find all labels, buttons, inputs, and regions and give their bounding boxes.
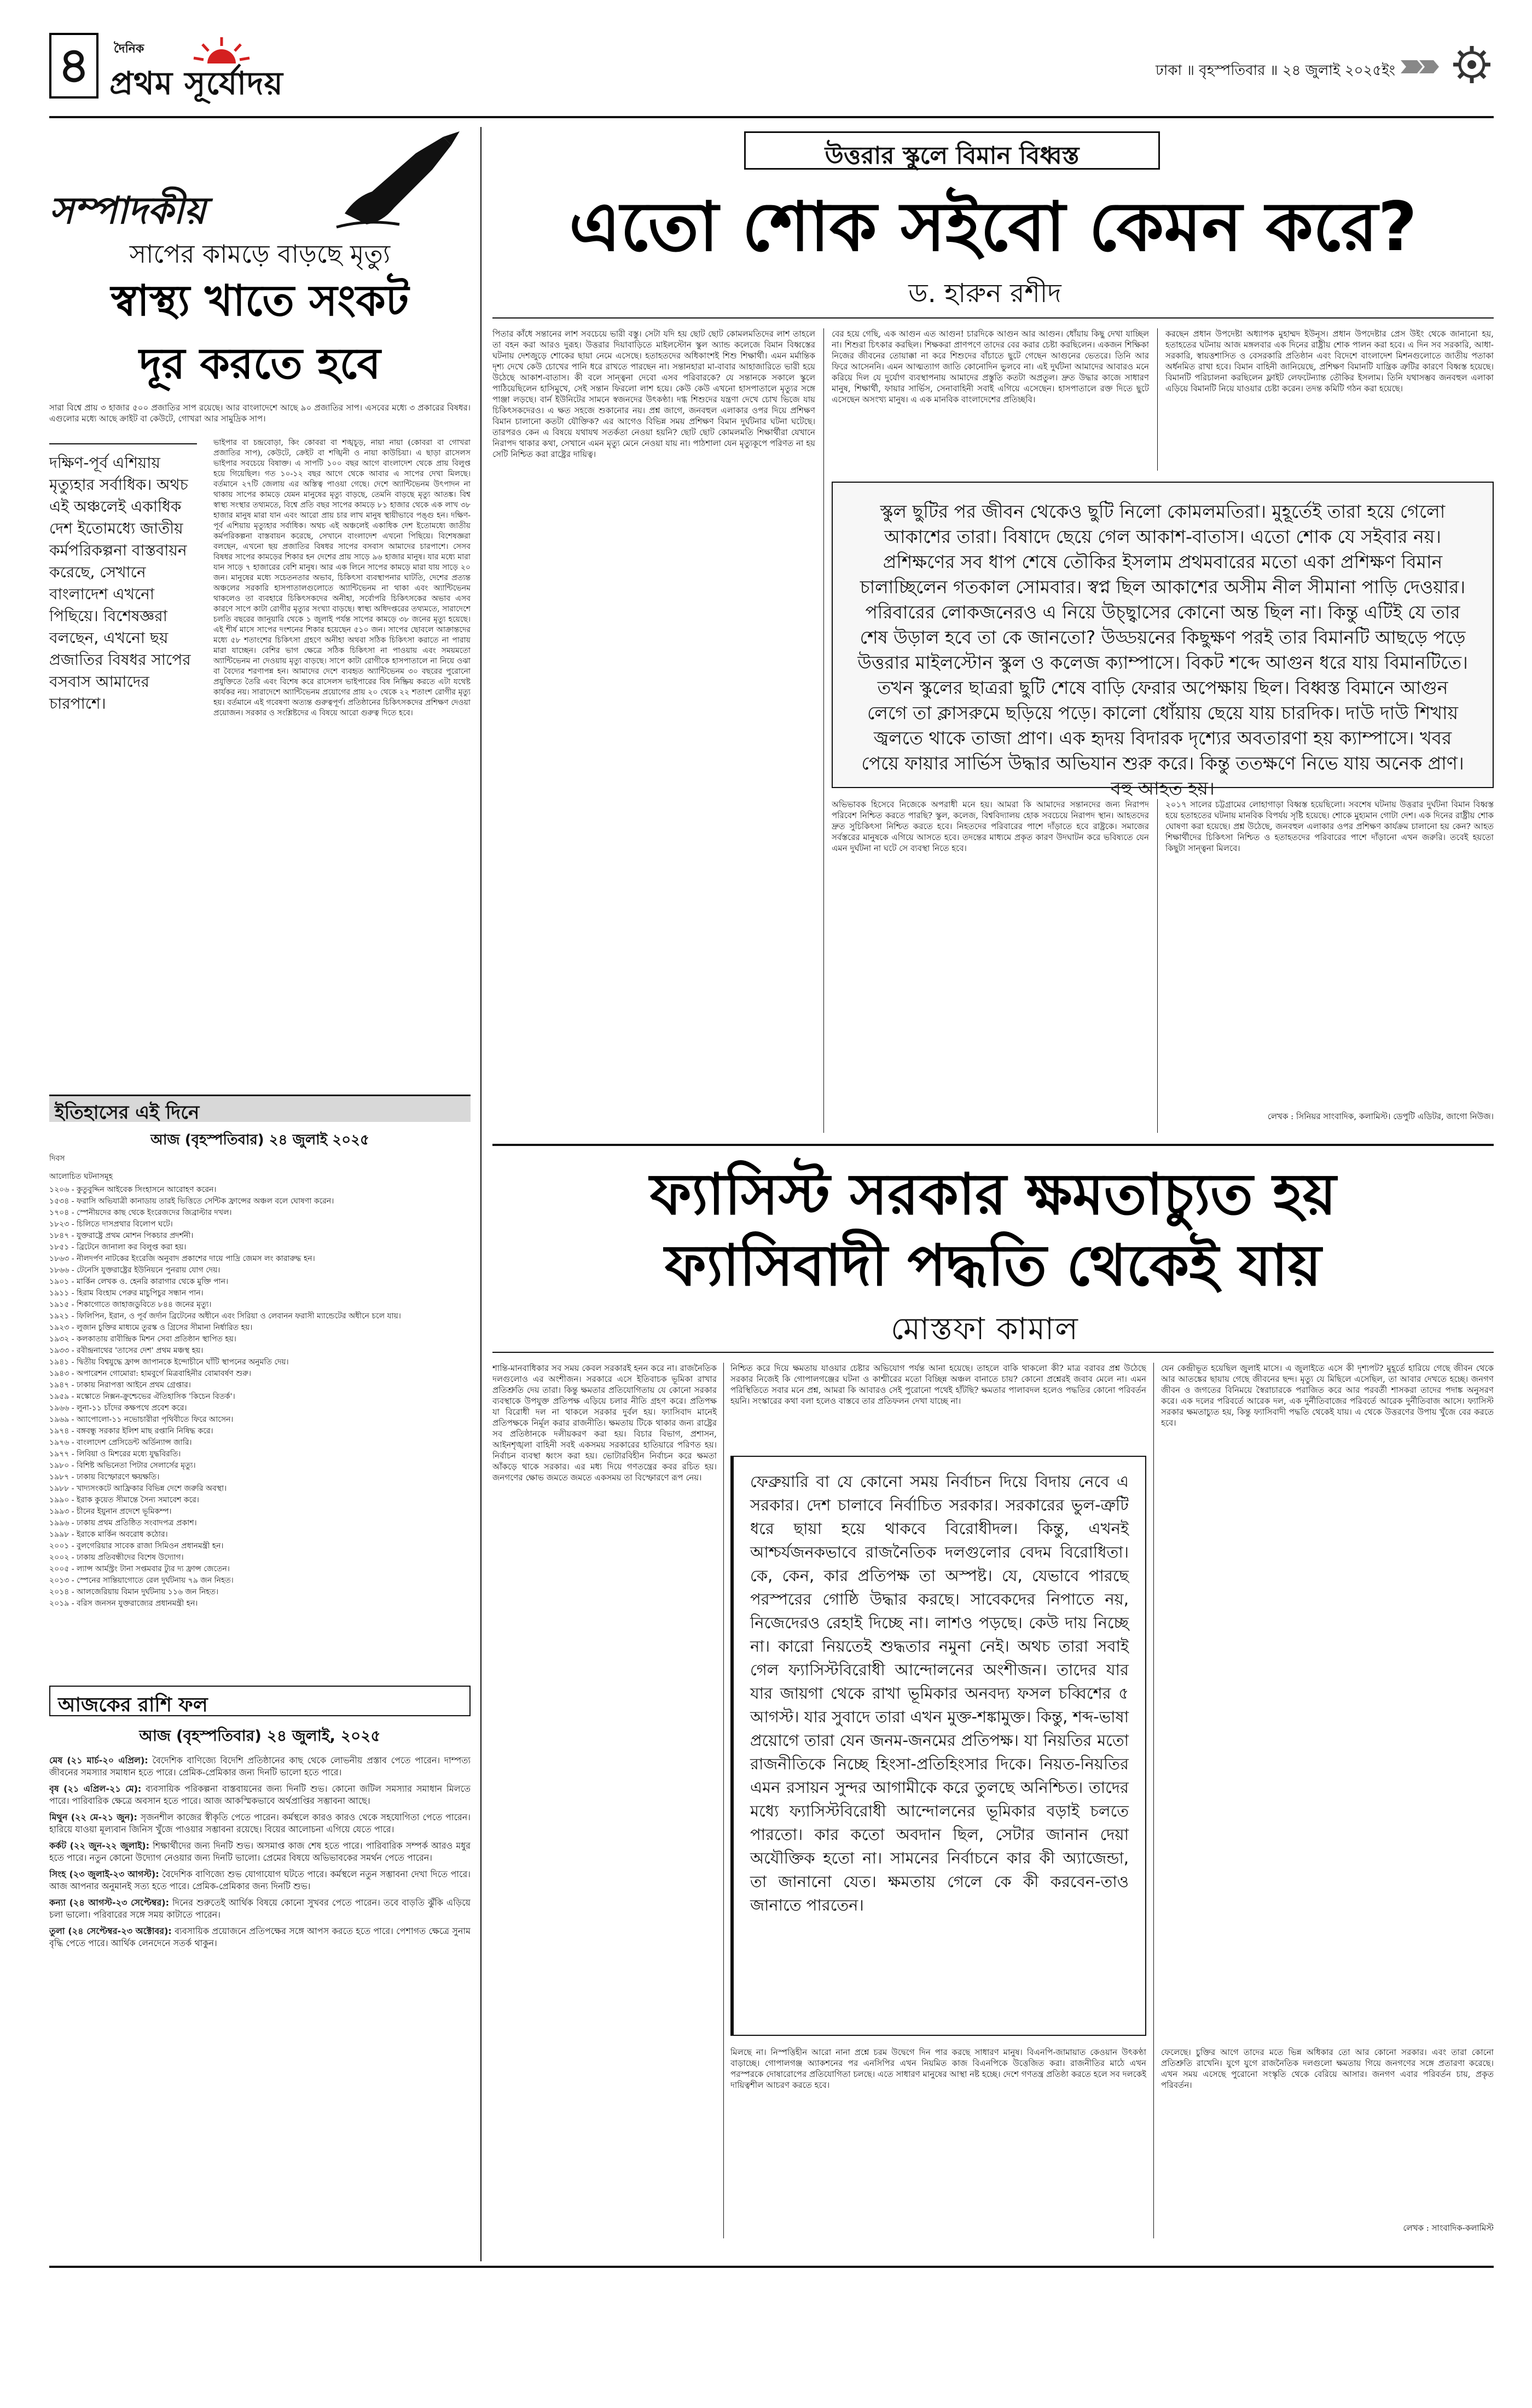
left-column-divider bbox=[480, 127, 481, 2261]
history-event: ১৯৩৩ - রবীন্দ্রনাথের 'তাসের দেশ' প্রথম মঞ্চস্থ হয়। bbox=[49, 1346, 204, 1355]
horoscope-sign: সিংহ (২৩ জুলাই-২৩ আগস্ট): bbox=[49, 1869, 159, 1879]
article1-col1-text: পিতার কাঁধে সন্তানের লাশ সবচেয়ে ভারী বস্তু। সেটা যদি হয় ছোট ছোট কোমলমতিদের লাশ তাহলে তা বহন করা আরও দুরূহ। উত্তরার দিয়াবাড়িতে মাইলস্টোন স্কুল অ্যান্ড কলেজে বিমান বিধ্বস্তের ঘটনায় দেশজুড়ে শোকের ছায়া নেমে এসেছে। হতাহতদের অধিকাংশই শিশু শিক্ষার্থী। এমন মর্মান্তিক দৃশ্য দেখে কেউ চোখের পানি ধরে রাখতে পারছেন না। সন্তানহারা মা-বাবার আহাজারিতে ভারী হয়ে উঠেছে আকাশ-বাতাস। কী বলে সান্ত্বনা দেবো এসব পরিবারকে? যে সন্তানকে সকালে স্কুলে পাঠিয়েছিলেন হাসিমুখে, সেই সন্তান ফিরলো লাশ হয়ে। কেউ কেউ এখনো হাসপাতালে মৃত্যুর সঙ্গে পাঞ্জা লড়ছে। বার্ন ইউনিটের সামনে স্বজনদের উৎকণ্ঠা। দগ্ধ শিশুদের যন্ত্রণা দেখে চোখ ভিজে যায় চিকিৎসকদেরও। এ ক্ষত সহজে শুকানোর নয়। প্রশ্ন জাগে, জনবহুল এলাকার ওপর দিয়ে প্রশিক্ষণ বিমান চালানো কতটা যৌক্তিক? এর আগেও বিভিন্ন সময় প্রশিক্ষণ বিমান দুর্ঘটনার ঘটনা ঘটেছে। তারপরও কেন এ বিষয়ে যথাযথ সতর্কতা নেওয়া হয়নি? ছোট ছোট কোমলমতি শিক্ষার্থীরা যেখানে নিরাপদ থাকার কথা, সেখানে এমন মৃত্যু মেনে নেওয়া যায় না। পাঠশালা যেন মৃত্যুকূপে পরিণত না হয় সেটি নিশ্চিত করা রাষ্ট্রের দায়িত্ব। bbox=[492, 329, 815, 459]
article1-col3b-text: ২০১৭ সালের চট্টগ্রামের লোহাগাড়া বিধ্বস্ত হয়েছিলো। সবশেষ ঘটনায় উত্তরার দুর্ঘটনা বিমান বিধ্বস্ত হয়ে হতাহতের ঘটনায় মানবিক বিপর্যয় সৃষ্টি হয়েছে। শোকে মুহ্যমান গোটা দেশ। এক দিনের রাষ্ট্রীয় শোক ঘোষণা করা হয়েছে। প্রশ্ন উঠেছে, জনবহুল এলাকার ওপর প্রশিক্ষণ কার্যক্রম চালানো হয় কেন? আহত শিক্ষার্থীদের চিকিৎসা নিশ্চিত ও হতাহতদের পরিবারের পাশে দাঁড়ানো এখন জরুরি। তবেই হয়তো কিছুটা সান্ত্বনা মিলবে। bbox=[1165, 800, 1494, 853]
history-event: ১৮৫১ - ব্রিটেনে জানালা কর বিলুপ্ত করা হয়। bbox=[49, 1243, 187, 1252]
history-event: ১৮২৩ - চিলিতে দাসপ্রথার বিলোপ ঘটে। bbox=[49, 1220, 173, 1229]
horoscope-text: দিনের শুরুতেই আর্থিক বিষয়ে কোনো সুখবর পেতে পারেন। তবে বাড়তি ঝুঁকি এড়িয়ে চলা ভালো। পরিবারের সঙ্গে সময় কাটাতে পারেন। bbox=[49, 1897, 471, 1920]
history-event: ১৯৪৩ - অপারেশন গোমোরা: হামবুর্গে মিত্রবাহিনীর বোমাবর্ষণ শুরু। bbox=[49, 1369, 252, 1378]
history-list bbox=[49, 1154, 471, 1668]
history-event: ১৮৬৩ - নীলদর্পণ নাটকের ইংরেজি অনুবাদ প্রকাশের দায়ে পাদ্রি জেমস লং কারারুদ্ধ হন। bbox=[49, 1254, 315, 1263]
history-date: আজ (বৃহস্পতিবার) ২৪ জুলাই ২০২৫ bbox=[150, 1132, 369, 1148]
page-number: ৪ bbox=[57, 37, 90, 94]
masthead-rule bbox=[49, 116, 1494, 118]
editorial-headline-1: স্বাস্থ্য খাতে সংকট bbox=[111, 276, 409, 326]
arrow-ornament-icon bbox=[1401, 56, 1444, 78]
editorial-headline-2: দূর করতে হবে bbox=[139, 339, 381, 389]
horoscope-item bbox=[49, 1755, 471, 1779]
article2-col3 bbox=[1161, 1363, 1494, 2036]
article1-col3 bbox=[1165, 328, 1494, 471]
history-event: ১৯৮৮ - খাদ্যসংকটে আফ্রিকার বিভিন্ন দেশে জরুরি অবস্থা। bbox=[49, 1484, 227, 1493]
history-events-label: আলোচিত ঘটনাসমূহ bbox=[49, 1172, 113, 1181]
history-event: ১৯৭৭ - লিবিয়া ও মিশরের মধ্যে যুদ্ধবিরতি। bbox=[49, 1450, 181, 1458]
dateline: ঢাকা ॥ বৃহস্পতিবার ॥ ২৪ জুলাই ২০২৫ইং bbox=[1156, 62, 1395, 79]
history-event: ১৯৭৪ - বঙ্গবন্ধু সরকার ইলিশ মাছ রপ্তানি নিষিদ্ধ করে। bbox=[49, 1427, 213, 1435]
history-event: ১৯৬৯ - অ্যাপোলো-১১ নভোচারীরা পৃথিবীতে ফিরে আসেন। bbox=[49, 1415, 234, 1424]
article1-divider-3 bbox=[1157, 799, 1158, 1133]
horoscope-items bbox=[49, 1755, 471, 1949]
history-event: ২০১৯ - বরিস জনসন যুক্তরাজ্যের প্রধানমন্ত্রী হন। bbox=[49, 1599, 198, 1608]
article-separator bbox=[492, 1144, 1494, 1146]
editorial-label-text: সম্পাদকীয় bbox=[49, 189, 206, 233]
horoscope-item bbox=[49, 1925, 471, 1949]
article1-col3b bbox=[1165, 799, 1494, 1105]
article2-author-note: লেখক : সাংবাদিক-কলামিস্ট bbox=[1403, 2223, 1494, 2233]
pen-icon bbox=[334, 131, 465, 230]
article2-headline-2: ফ্যাসিবাদী পদ্ধতি থেকেই যায় bbox=[664, 1232, 1321, 1299]
horoscope-list bbox=[49, 1755, 471, 2225]
horoscope-sign: কন্যা (২৪ আগস্ট-২৩ সেপ্টেম্বর): bbox=[49, 1897, 169, 1908]
masthead bbox=[49, 33, 1494, 109]
editorial-intro bbox=[49, 402, 471, 435]
page-number-box bbox=[49, 33, 98, 99]
article2-col2b-text: মিলছে না। নিস্পত্তিহীন আরো নানা প্রশ্নে চরম উদ্বেগে দিন পার করছে সাধারণ মানুষ। বিএনপি-জামায়াত কেওয়ান উৎকণ্ঠা বাড়াচ্ছে। গোপালগঞ্জ অ্যাকশনের পর এনসিপির এখন নিয়মিত কাজ বিএনপিকে উত্তেজিত করা। রাজনীতির মাঠে এখন পরস্পরকে দোষারোপের প্রতিযোগিতা চলছে। এতে সাধারণ মানুষের আস্থা নষ্ট হচ্ছে। দেশে গণতন্ত্র প্রতিষ্ঠা করতে হলে সব দলকেই দায়িত্বশীল আচরণ করতে হবে। bbox=[730, 2047, 1146, 2090]
history-event: ১৯৩২ - কলকাতায় রাবীন্দ্রিক মিশন সেবা প্রতিষ্ঠান স্থাপিত হয়। bbox=[49, 1335, 236, 1344]
article2-col1-text: শান্তি-মানবাধিকার সব সময় কেবল সরকারই হনন করে না। রাজনৈতিক দলগুলোও এর অংশীজন। সরকারে এসে ইতিবাচক ভূমিকা রাখার প্রতিশ্রুতি দেয় তারা। কিন্তু ক্ষমতার প্রতিযোগিতায় যে কোনো সরকার ব্যবস্থাকে উপযুক্ত প্রতিপক্ষ এড়িয়ে চলার নীতি গ্রহণ করে। প্রতিপক্ষ যা বিরোধী দল না থাকলে সরকার দুর্বল হয়। ফ্যাসিবাদ মানেই প্রতিপক্ষকে নির্মূল করার রাজনীতি। ক্ষমতায় টিকে থাকার জন্য রাষ্ট্রের সব প্রতিষ্ঠানকে দলীয়করণ করা হয়। বিচার বিভাগ, প্রশাসন, আইনশৃঙ্খলা বাহিনী সবই একসময় সরকারের হাতিয়ারে পরিণত হয়। নির্বাচন ব্যবস্থা ধ্বংস করা হয়। ভোটারবিহীন নির্বাচন করে ক্ষমতা আঁকড়ে থাকে সরকার। এর মধ্য দিয়ে গণতন্ত্রের কবর রচিত হয়। জনগণের ক্ষোভ জমতে জমতে একসময় তা বিস্ফোরণে রূপ নেয়। bbox=[492, 1363, 717, 1483]
horoscope-sign: তুলা (২৪ সেপ্টেম্বর-২৩ অক্টোবর): bbox=[49, 1926, 172, 1936]
article1-divider-2 bbox=[1157, 328, 1158, 471]
history-event: ১৯৯৬ - ঢাকায় প্রথম প্রতিষ্ঠিত সংবাদপত্র প্রকাশ। bbox=[49, 1519, 197, 1527]
history-event: ১৯৯০ - ইরাক কুয়েত সীমান্তে সৈন্য সমাবেশ করে। bbox=[49, 1496, 199, 1504]
history-event: ১৯৪৭ - ঢাকায় নিরাপত্তা আইনে প্রথম গ্রেপ্তার। bbox=[49, 1381, 191, 1390]
article2-divider-1 bbox=[723, 1363, 724, 2238]
history-event: ১২০৬ - কুতুবুদ্দিন আইবেক সিংহাসনে আরোহণ করেন। bbox=[49, 1185, 217, 1194]
history-event: ১৯৬৬ - লুনা-১১ চাঁদের কক্ষপথে প্রবেশ করে। bbox=[49, 1404, 187, 1413]
editorial-kicker: সাপের কামড়ে বাড়ছে মৃত্যু bbox=[129, 239, 391, 269]
gear-ornament-icon bbox=[1450, 37, 1494, 92]
history-event: ২০০৫ - ল্যান্স আর্মস্ট্রং টানা সপ্তমবার ট্যুর দ্য ফ্রান্স জেতেন। bbox=[49, 1565, 230, 1573]
history-event: ১৯৯৩ - চীনের ইয়ুনান প্রদেশে ভূমিকম্প। bbox=[49, 1507, 172, 1516]
article1-divider-1 bbox=[823, 328, 824, 1133]
article1-col2-text: বের হয়ে গেছি, এক আগুন এত আগুন! চারদিকে আগুন আর আগুন। ধোঁয়ায় কিছু দেখা যাচ্ছিল না। শিশুরা চিৎকার করছিল। শিক্ষকরা প্রাণপণে তাদের বের করার চেষ্টা করছিলেন। একজন শিক্ষিকা নিজের জীবনের তোয়াক্কা না করে শিশুদের বাঁচাতে ছুটে গেছেন আগুনের ভেতরে। তিনি আর ফিরে আসেননি। এমন আত্মত্যাগ জাতি কোনোদিন ভুলবে না। এই দুর্ঘটনা আমাদের আবারও মনে করিয়ে দিল যে দুর্যোগ ব্যবস্থাপনায় আমাদের প্রস্তুতি কতটা অপ্রতুল। দ্রুত উদ্ধার কাজে সাধারণ মানুষ, শিক্ষার্থী, ফায়ার সার্ভিস, সেনাবাহিনী সবাই এগিয়ে এসেছেন। হাসপাতালে রক্ত দিতে ছুটে এসেছেন অসংখ্য মানুষ। এ এক মানবিক বাংলাদেশের প্রতিচ্ছবি। bbox=[832, 329, 1149, 404]
horoscope-item bbox=[49, 1868, 471, 1892]
editorial-body-text: ভাইপার বা চন্দ্রবোড়া, কিং কোবরা বা শঙ্খচূড়, নায়া নায়া (কোবরা বা গোখরা প্রজাতির সাপ), কেউটে, ক্রেইট বা শঙ্খিনী ও নায়া কাউচিয়া। এ ছাড়া রাসেলস ভাইপার সবচেয়ে বিষাক্ত। এ সাপটি ১০০ বছর আগে বাংলাদেশ থেকে প্রায় বিলুপ্ত হয়ে গিয়েছিল। গত ১০-১২ বছর আগে থেকে আবার এ সাপের দেখা মিলছে। বর্তমানে ২৭টি জেলায় এর অস্তিত্ব পাওয়া গেছে। দেশে অ্যান্টিভেনম উৎপাদন না থাকায় সাপের কামড়ে যেমন মানুষের মৃত্যু বাড়ছে, তেমনি বাড়ছে মৃত্যু আতঙ্ক। বিশ্ব স্বাস্থ্য সংস্থার তথ্যমতে, বিশ্বে প্রতি বছর সাপের কামড়ে ৮১ হাজার থেকে এক লাখ ৩৮ হাজার মানুষ মারা যান এবং আরো প্রায় চার লাখ মানুষ স্থায়ীভাবে পঙ্গু হন। দক্ষিণ-পূর্ব এশিয়ায় মৃত্যুহার সর্বাধিক। অথচ এই অঞ্চলেই একাধিক দেশ ইতোমধ্যে জাতীয় কর্মপরিকল্পনা বাস্তবায়ন করেছে, সেখানে বাংলাদেশ এখনো পিছিয়ে। বিশেষজ্ঞরা বলছেন, এখনো ছয় প্রজাতির বিষধর সাপের বসবাস আমাদের চারপাশে। সেসব বিষধর সাপের কামড়ের শিকার হন দেশের প্রায় সাড়ে ৯৬ হাজার মানুষ। যার মধ্যে মারা যান সাড়ে ৭ হাজারের বেশি মানুষ। আর এক লিনে সাপের কামড়ে মারা যায় সাড়ে ২০ জন। মানুষের মধ্যে সচেতনতার অভাব, চিকিৎসা ব্যবস্থাপনার ঘাটতি, দেশের প্রত্যন্ত অঞ্চলের সরকারি হাসপাতালগুলোতে অ্যান্টিভেনম না থাকা এবং অ্যান্টিভেনম থাকলেও তা ব্যবহারে চিকিৎসকদের অনীহা, সর্বোপরি চিকিৎসকের অভাব এসব কারণে সাপে কাটা রোগীর মৃত্যুর সংখ্যা বাড়ছে। স্বাস্থ্য অধিদপ্তরের তথ্যমতে, সারাদেশে চলতি বছরের জানুয়ারি থেকে ১ জুলাই পর্যন্ত সাপের কামড়ে ৩৮ জনের মৃত্যু হয়েছে। এই শীর্ষ মাসে সাপের দংশনের শিকার হয়েছেন ৫১০ জন। সাপের ছোবলে আক্রান্তদের মধ্যে ৫৮ শতাংশের চিকিৎসা গ্রহণে অনীহা অথবা সঠিক চিকিৎসা করাতে না পারায় মারা যাচ্ছেন। বেশির ভাগ ক্ষেত্রে সঠিক চিকিৎসা না পাওয়ায় এবং সময়মতো অ্যান্টিভেনম না দেওয়ায় মৃত্যু বাড়ছে। সাপে কাটা রোগীকে হাসপাতালে না নিয়ে ওঝা বা বৈদ্যের শরণাপন্ন হন। আমাদের দেশে ব্যবহৃত অ্যান্টিভেনম ৩০ বছরের পুরোনো প্রযুক্তিতে তৈরি এবং বিশেষ করে রাসেলস ভাইপারের বিষ নিষ্ক্রিয় করতে এটা যথেষ্ট কার্যকর নয়। সারাদেশে অ্যান্টিভেনম প্রয়োগের প্রায় ২০ থেকে ২২ শতাংশ রোগীর মৃত্যু হয়। বর্তমানে এই গবেষণা অত্যন্ত গুরুত্বপূর্ণ। প্রতিষ্ঠানের চিকিৎসকদের প্রশিক্ষণ দেওয়া প্রয়োজন। সরকার ও সংশ্লিষ্টদের এ বিষয়ে আরো গুরুত্ব দিতে হবে। bbox=[213, 438, 471, 717]
page-bottom-rule bbox=[49, 2266, 1494, 2268]
history-event: ১৯১৫ - শিকাগোতে জাহাজডুবিতে ৮৪৪ জনের মৃত্যু। bbox=[49, 1300, 212, 1309]
history-event: ১৭০৪ - স্পেনীয়দের কাছ থেকে ইংরেজদের জিব্রাল্টার দখল। bbox=[49, 1208, 232, 1217]
article2-divider-2 bbox=[1153, 1363, 1154, 2238]
paper-name-prefix: দৈনিক bbox=[114, 42, 144, 56]
article1-col1 bbox=[492, 328, 815, 1133]
history-event: ১৯২১ - ফিলিপিন, ইরান, ও পূর্ব জর্দান ব্রিটেনের অধীনে এবং সিরিয়া ও লেবানন ফরাসী ম্যান্ডেটের অধীনে চলে যায়। bbox=[49, 1312, 401, 1321]
history-event: ১৯৮০ - বিশিষ্ট অভিনেতা পিটার সেলার্সের মৃত্যু। bbox=[49, 1461, 196, 1470]
horoscope-sign: বৃষ (২১ এপ্রিল-২১ মে): bbox=[49, 1784, 142, 1794]
article2-col2-text: নিশ্চিত করে দিয়ে ক্ষমতায় যাওয়ার চেষ্টার অভিযোগ পর্যন্ত আনা হয়েছে। তাহলে বাকি থাকলো কী? মাত্র বরাবর প্রশ্ন উঠেছে সরকার নিজেই কি গোপালগঞ্জের ঘটনা ও কাশ্মীরের মতো বিচ্ছিন্ন অঞ্চল বানাতে চায়? কোনো প্রশ্নেরই জবাব মেলে না। এমন পরিস্থিতিতে সবার মনে প্রশ্ন, আমরা কি আবারও সেই পুরোনো পথেই হাঁটছি? ক্ষমতার পালাবদল হলেও পদ্ধতির কোনো পরিবর্তন হয়নি। সংস্কারের কথা বলা হলেও বাস্তবে তার প্রতিফলন দেখা যাচ্ছে না। bbox=[730, 1363, 1146, 1406]
article2-col3b bbox=[1161, 2047, 1494, 2211]
article2-headline-1: ফ্যাসিস্ট সরকার ক্ষমতাচ্যুত হয় bbox=[649, 1161, 1337, 1228]
horoscope-text: ব্যবসায়িক পরিকল্পনা বাস্তবায়নের জন্য দিনটি শুভ। কোনো জটিল সমস্যার সমাধান মিলতে পারে। পারিবারিক ক্ষেত্রে অবসান হতে পারে। আজ আকস্মিকভাবে অর্থপ্রাপ্তির সম্ভাবনা আছে। bbox=[49, 1784, 471, 1806]
article2-pullquote-text: ফেব্রুয়ারি বা যে কোনো সময় নির্বাচন দিয়ে বিদায় নেবে এ সরকার। দেশ চালাবে নির্বাচিত সরকার। সরকারের ভুল-ত্রুটি ধরে ছায়া হয়ে থাকবে বিরোধীদল। কিন্তু, এখনই আশ্চর্যজনকভাবে রাজনৈতিক দলগুলোর বেদম বিরোধিতা। কে, কেন, কার প্রতিপক্ষ তা অস্পষ্ট। যে, যেভাবে পারছে পরস্পরের গোষ্ঠি উদ্ধার করছে। সাবেকদের নিপাতে নয়, নিজেদেরও রেহাই দিচ্ছে না। লাশও পড়ছে। কেউ দায় নিচ্ছে না। কারো নিয়তেই শুদ্ধতার নমুনা নেই। অথচ তারা সবাই গেল ফ্যাসিস্টবিরোধী আন্দোলনের অংশীজন। তাদের যার যার জায়গা থেকে রাখা ভূমিকার অনবদ্য ফসল চব্বিশের ৫ আগস্ট। যার সুবাদে তারা এখন মুক্ত-শঙ্কামুক্ত। কিন্তু, শব্দ-ভাষা প্রয়োগে তারা যেন জনম-জনমের প্রতিপক্ষ। যা নিয়তির মতো রাজনীতিকে নিচ্ছে হিংসা-প্রতিহিংসার দিকে। নিয়ত-নিয়তির এমন রসায়ন সুন্দর আগামীকে করে তুলছে অনিশ্চিত। তাদের মধ্যে ফ্যাসিস্টবিরোধী আন্দোলনের ভূমিকার বড়াই চলতে পারতো। কার কতো অবদান ছিল, সেটার জানান দেয়া অযৌক্তিক হতো না। সামনের নির্বাচনে কার কী অ্যাজেন্ডা, তা জানানো যেত। ক্ষমতায় গেলে কে কী করবেন-তাও জানাতে পারতেন। bbox=[750, 1472, 1129, 1914]
history-heading: ইতিহাসের এই দিনে bbox=[55, 1102, 200, 1124]
article1-col3-text: করছেন প্রধান উপদেষ্টা অধ্যাপক মুহাম্মদ ইউনূস। প্রধান উপদেষ্টার প্রেস উইং থেকে জানানো হয়, হতাহতের ঘটনায় আজ মঙ্গলবার এক দিনের রাষ্ট্রীয় শোক পালন করা হবে। এ দিন সব সরকারি, আধা-সরকারি, স্বায়ত্তশাসিত ও বেসরকারি প্রতিষ্ঠান এবং বিদেশে বাংলাদেশ মিশনগুলোতে জাতীয় পতাকা অর্ধনমিত রাখা হবে। বিমান বাহিনী জানিয়েছে, প্রশিক্ষণ বিমানটি যান্ত্রিক ত্রুটির কারণে বিধ্বস্ত হয়েছে। বিমানটি পরিচালনা করছিলেন ফ্লাইট লেফটেন্যান্ত তৌকির ইসলাম। তিনি যথাসম্ভব জনবহুল এলাকা এড়িয়ে বিমানটি নিয়ে যাওয়ার চেষ্টা করেন। তদন্ত কমিটি গঠন করা হয়েছে। bbox=[1165, 329, 1494, 393]
horoscope-sign: কর্কট (২২ জুন-২২ জুলাই): bbox=[49, 1840, 150, 1851]
horoscope-text: বৈদেশিক বাণিজ্যে বিদেশি প্রতিষ্ঠানের কাছ থেকে লোভনীয় প্রস্তাব পেতে পারেন। দাম্পত্য জীবনের সমস্যার সমাধান হতে পারে। প্রেমিক-প্রেমিকার জন্য দিনটি ভালো হতে পারে। bbox=[49, 1755, 471, 1778]
editorial-sidebar-quote: দক্ষিণ-পূর্ব এশিয়ায় মৃত্যুহার সর্বাধিক। অথচ এই অঞ্চলেই একাধিক দেশ ইতোমধ্যে জাতীয় কর্মপরিকল্পনা বাস্তবায়ন করেছে, সেখানে বাংলাদেশ এখনো পিছিয়ে। বিশেষজ্ঞরা বলছেন, এখনো ছয় প্রজাতির বিষধর সাপের বসবাস আমাদের চারপাশে। bbox=[49, 443, 208, 783]
article1-author-note: লেখক : সিনিয়র সাংবাদিক, কলামিস্ট। ডেপুটি এডিটর, জাগো নিউজ। bbox=[1267, 1112, 1494, 1121]
history-event: ১৮৪৭ - যুক্তরাষ্ট্রে প্রথম মোশন পিকচার প্রদর্শনী। bbox=[49, 1231, 194, 1240]
article2-col2b bbox=[730, 2047, 1146, 2238]
article2-byline-rule bbox=[492, 1352, 1494, 1353]
article1-kicker: উত্তরার স্কুলে বিমান বিধ্বস্ত bbox=[825, 142, 1080, 170]
history-event: ২০১৪ - আলজেরিয়ায় বিমান দুর্ঘটনায় ১১৬ জন নিহত। bbox=[49, 1588, 219, 1596]
article1-byline-rule bbox=[492, 317, 1494, 319]
horoscope-text: শিক্ষার্থীদের জন্য দিনটি শুভ। অসমাপ্ত কাজ শেষ হতে পারে। পারিবারিক সম্পর্ক আরও মধুর হতে পারে। নতুন কোনো উদ্যোগ নেওয়ার জন্য দিনটি ভালো। প্রেমের বিষয়ে অভিভাবকের সমর্থন পেতে পারেন। bbox=[49, 1840, 471, 1863]
article1-col2b-text: অভিভাবক হিসেবে নিজেকে অপরাধী মনে হয়। আমরা কি আমাদের সন্তানদের জন্য নিরাপদ পরিবেশ নিশ্চিত করতে পারছি? স্কুল, কলেজ, বিশ্ববিদ্যালয় হোক সবচেয়ে নিরাপদ স্থান। আহতদের দ্রুত সুচিকিৎসা নিশ্চিত করতে হবে। নিহতদের পরিবারের পাশে দাঁড়াতে হবে রাষ্ট্রকে। সমাজের সর্বস্তরের মানুষকে এগিয়ে আসতে হবে। তদন্তের মাধ্যমে প্রকৃত কারণ উদঘাটন করে ভবিষ্যতে যেন এমন দুর্ঘটনা না ঘটে সে ব্যবস্থা নিতে হবে। bbox=[832, 800, 1149, 853]
history-heading-bar bbox=[49, 1095, 471, 1122]
horoscope-heading: আজকের রাশি ফল bbox=[58, 1694, 208, 1716]
horoscope-heading-bar bbox=[49, 1686, 471, 1716]
editorial-label bbox=[49, 131, 471, 235]
horoscope-item bbox=[49, 1811, 471, 1836]
article2-byline: মোস্তফা কামাল bbox=[891, 1311, 1079, 1347]
horoscope-item bbox=[49, 1840, 471, 1864]
horoscope-sign: মিথুন (২২ মে-২১ জুন): bbox=[49, 1812, 137, 1822]
history-sub: দিবস bbox=[49, 1154, 65, 1163]
horoscope-sign: মেষ (২১ মার্চ-২০ এপ্রিল): bbox=[49, 1755, 148, 1766]
article1-kicker-box bbox=[744, 131, 1160, 170]
article2-col3-text: যেন কেন্দ্রীভূত হয়েছিল জুলাই মাসে। এ জুলাইতে এসে কী দৃশ্যপট? মুহূর্তে হারিয়ে গেছে জীবন থেকে আর আতঙ্কের ছায়ায় গেছে জীবনের ছন্দ। মৃত্যু যে মিছিলে এসেছিল, তা আবার দেখতে হচ্ছে। জনগণ জীবন ও জগতের বিনিময়ে স্বৈরাচারকে পরাজিত করে আর পরবর্তী শাসকরা তাদের পদাঙ্ক অনুসরণ করে। এক দলের পরিবর্তে আরেক দল, এক দুর্নীতিবাজের পরিবর্তে আরেক দুর্নীতিবাজ আসে। ফ্যাসিস্ট সরকার ক্ষমতাচ্যুত হয়, কিন্তু ফ্যাসিবাদী পদ্ধতি থেকেই যায়। এ থেকে উত্তরণের উপায় খুঁজে বের করতে হবে। bbox=[1161, 1363, 1494, 1428]
history-event: ১৯৭৬ - বাংলাদেশ প্রেসিডেন্ট অর্ডিন্যান্স জারি। bbox=[49, 1438, 192, 1447]
article1-headline: এতো শোক সইবো কেমন করে? bbox=[568, 188, 1418, 267]
editorial-intro-text: সারা বিশ্বে প্রায় ৩ হাজার ৫০০ প্রজাতির সাপ রয়েছে। আর বাংলাদেশে আছে ৯০ প্রজাতির সাপ। এসবের মধ্যে ৩ প্রকারের বিষধর। এগুলোর মধ্যে আছে ক্রাইট বা কেউটে, গোখরা আর সামুদ্রিক সাপ। bbox=[49, 403, 471, 424]
history-event: ১৯৪১ - দ্বিতীয় বিশ্বযুদ্ধে ফ্রান্স জাপানকে ইন্দোচীনে ঘাঁটি স্থাপনের অনুমতি দেয়। bbox=[49, 1358, 289, 1367]
history-event: ২০০১ - বুলগেরিয়ার সাবেক রাজা সিমিওন প্রধানমন্ত্রী হন। bbox=[49, 1542, 224, 1550]
horoscope-date: আজ (বৃহস্পতিবার) ২৪ জুলাই, ২০২৫ bbox=[139, 1727, 381, 1745]
horoscope-item bbox=[49, 1783, 471, 1807]
article1-pullquote-text: স্কুল ছুটির পর জীবন থেকেও ছুটি নিলো কোমলমতিরা। মুহূর্তেই তারা হয়ে গেলো আকাশের তারা। বিষাদে ছেয়ে গেল আকাশ-বাতাস। এতো শোক যে সইবার নয়। প্রশিক্ষণের সব ধাপ শেষে তৌকির ইসলাম প্রথমবারের মতো একা প্রশিক্ষণ বিমান চালাচ্ছিলেন গতকাল সোমবার। স্বপ্ন ছিল আকাশের অসীম নীল সীমানা পাড়ি দেওয়ার। পরিবারের লোকজনেরও এ নিয়ে উচ্ছ্বাসের কোনো অন্ত ছিল না। কিন্তু এটিই যে তার শেষ উড়াল হবে তা কে জানতো? উড্ডয়নের কিছুক্ষণ পরই তার বিমানটি আছড়ে পড়ে উত্তরার মাইলস্টোন স্কুল ও কলেজ ক্যাম্পাসে। বিকট শব্দে আগুন ধরে যায় বিমানটিতে। তখন স্কুলের ছাত্ররা ছুটি শেষে বাড়ি ফেরার অপেক্ষায় ছিল। বিধ্বস্ত বিমানে আগুন লেগে তা ক্লাসরুমে ছড়িয়ে পড়ে। কালো ধোঁয়ায় ছেয়ে যায় চারদিক। দাউ দাউ শিখায় জ্বলতে থাকে তাজা প্রাণ। এক হৃদয় বিদারক দৃশ্যের অবতারণা হয় ক্যাম্পাসে। খবর পেয়ে ফায়ার সার্ভিস উদ্ধার অভিযান শুরু করে। কিন্তু ততক্ষণে নিভে যায় অনেক প্রাণ। বহু আহত হয়। bbox=[857, 501, 1468, 799]
editorial-sidebar-rule bbox=[49, 443, 197, 444]
history-event: ২০১৩ - স্পেনের সান্তিয়াগোতে রেল দুর্ঘটনায় ৭৯ জন নিহত। bbox=[49, 1576, 234, 1585]
history-event: ২০০২ - ঢাকায় প্রতিবন্ধীদের বিশেষ উদ্যোগ। bbox=[49, 1553, 184, 1562]
history-event: ১৯৫৯ - মস্কোতে নিক্সন-ক্রুশ্চেভের ঐতিহাসিক 'কিচেন বিতর্ক'। bbox=[49, 1392, 235, 1401]
article1-col2b bbox=[832, 799, 1149, 1133]
article1-col2 bbox=[832, 328, 1149, 471]
history-events bbox=[49, 1185, 471, 1609]
article1-byline: ড. হারুন রশীদ bbox=[908, 278, 1061, 309]
history-event: ১৯২৩ - লুজান চুক্তির মাধ্যমে তুরস্ক ও গ্রিসের সীমানা নির্ধারিত হয়। bbox=[49, 1323, 253, 1332]
paper-name: প্রথম সূর্যোদয় bbox=[109, 65, 283, 102]
article2-col1 bbox=[492, 1363, 717, 2238]
masthead-logo bbox=[109, 37, 416, 102]
horoscope-text: বৈদেশিক বাণিজ্যে শুভ যোগাযোগ ঘটতে পারে। কর্মস্থলে নতুন সম্ভাবনা দেখা দিতে পারে। আজ আপনার অনুমানই সত্য হতে পারে। প্রেমিক-প্রেমিকার জন্য দিনটি শুভ। bbox=[49, 1869, 471, 1891]
article2-col2 bbox=[730, 1363, 1146, 1445]
horoscope-text: সৃজনশীল কাজের স্বীকৃতি পেতে পারেন। কর্মস্থলে কারও কারও থেকে সহযোগিতা পেতে পারেন। হারিয়ে যাওয়া মূল্যবান জিনিস খুঁজে পাওয়ার সম্ভাবনা রয়েছে। বিয়ের আলোচনা এগিয়ে যেতে পারে। bbox=[49, 1812, 471, 1834]
article1-pullquote bbox=[832, 482, 1494, 799]
article2-col3b-text: ফেলেছে। চুক্তির আগে তাদের মতে ভিন্ন অধিকার তো আর কোনো সরকার। এবং তারা কোনো প্রতিশ্রুতি রাখেনি। যুগে যুগে রাজনৈতিক দলগুলো ক্ষমতায় গিয়ে জনগণের সঙ্গে প্রতারণা করেছে। এখন সময় এসেছে পুরোনো সংস্কৃতি থেকে বেরিয়ে আসার। জনগণ এবার পরিবর্তন চায়, প্রকৃত পরিবর্তন। bbox=[1161, 2047, 1494, 2090]
article2-pullquote bbox=[730, 1456, 1146, 2036]
horoscope-text: ব্যবসায়িক প্রয়োজনে প্রতিপক্ষের সঙ্গে আপস করতে হতে পারে। পেশাগত ক্ষেত্রে সুনাম বৃদ্ধি পেতে পারে। আর্থিক লেনদেনে সতর্ক থাকুন। bbox=[49, 1926, 471, 1948]
history-event: ১৮৬৬ - টেনেসি যুক্তরাষ্ট্রের ইউনিয়নে পুনরায় যোগ দেয়। bbox=[49, 1266, 220, 1275]
history-event: ১৯৯৮ - ইরাকে মার্কিন অবরোধ কঠোর। bbox=[49, 1530, 168, 1539]
history-event: ১৯৮৭ - ঢাকায় বিস্ফোরণে ক্ষয়ক্ষতি। bbox=[49, 1473, 160, 1481]
history-event: ১৯০১ - মার্কিন লেখক ও. হেনরি কারাগার থেকে মুক্তি পান। bbox=[49, 1277, 229, 1286]
history-event: ১৯১১ - হিরাম বিংহাম পেরুর মাচুপিচুর সন্ধান পান। bbox=[49, 1289, 204, 1298]
horoscope-item bbox=[49, 1897, 471, 1921]
editorial-body bbox=[213, 438, 471, 908]
history-event: ১৫৩৪ - ফরাসি অভিযাত্রী কানাডায় তারই ভিত্তিতে সেন্টিক ফ্রান্সের অঞ্চল বলে ঘোষণা করেন। bbox=[49, 1197, 334, 1206]
